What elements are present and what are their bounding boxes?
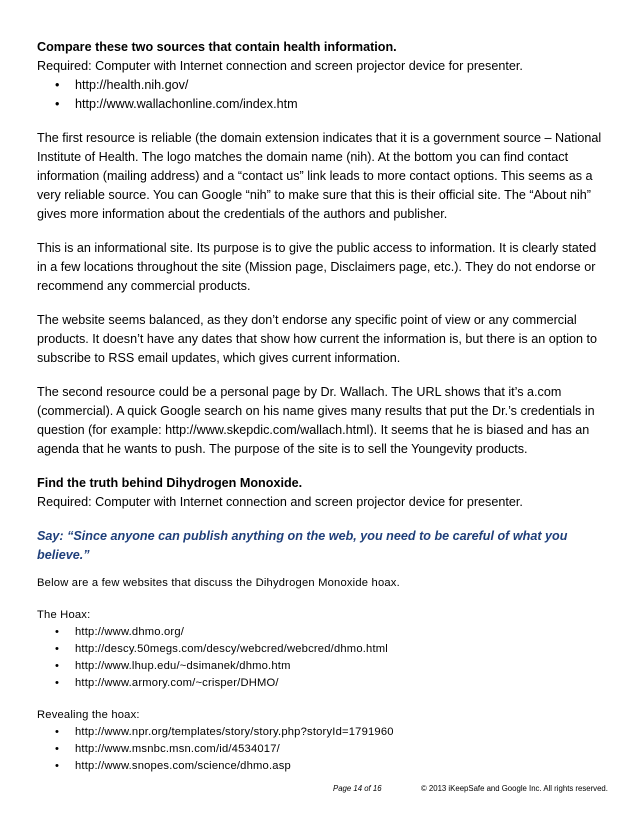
bullet-icon: • bbox=[55, 643, 60, 655]
list-item[interactable] bbox=[55, 624, 607, 641]
copyright-notice: © 2013 iKeepSafe and Google Inc. All rights reserved. bbox=[421, 784, 608, 793]
list-item[interactable] bbox=[55, 758, 607, 775]
bullet-icon: • bbox=[55, 677, 60, 689]
paragraph: The first resource is reliable (the domain extension indicates that it is a government source – National Institute of Health. The logo matches the domain name (nih). At the bottom you can find contact information (mailing address) and a “contact us” link leads to more contact options. This seems as a very reliable source. You can Google “nih” to make sure that this is their official site. The “About nih” gives more information about the credentials of the authors and publisher. bbox=[37, 131, 602, 221]
reveal-label: Revealing the hoax: bbox=[37, 709, 140, 721]
link-text[interactable]: http://www.snopes.com/science/dhmo.asp bbox=[75, 760, 291, 772]
list-item[interactable] bbox=[55, 95, 607, 114]
paragraph: The second resource could be a personal page by Dr. Wallach. The URL shows that it’s a.com (commercial). A quick Google search on his name gives many results that put the Dr.’s credentials in question (for example: http://www.skepdic.com/wallach.html). It seems that he is biased and has an agenda that he wants to push. The purpose of the site is to sell the Youngevity products. bbox=[37, 385, 595, 456]
link-text[interactable]: http://www.dhmo.org/ bbox=[75, 626, 185, 638]
document-page bbox=[37, 38, 607, 775]
bullet-icon: • bbox=[55, 97, 60, 111]
link-text[interactable]: http://www.armory.com/~crisper/DHMO/ bbox=[75, 677, 279, 689]
link-text[interactable]: http://www.lhup.edu/~dsimanek/dhmo.htm bbox=[75, 660, 291, 672]
list-item[interactable] bbox=[55, 724, 607, 741]
list-item[interactable] bbox=[55, 658, 607, 675]
required-note: Required: Computer with Internet connection and screen projector device for presenter. bbox=[37, 59, 523, 73]
bullet-icon: • bbox=[55, 626, 60, 638]
link-text[interactable]: http://www.wallachonline.com/index.htm bbox=[75, 97, 298, 111]
page-number: Page 14 of 16 bbox=[333, 784, 382, 793]
bullet-icon: • bbox=[55, 760, 60, 772]
hoax-intro: Below are a few websites that discuss the Dihydrogen Monoxide hoax. bbox=[37, 577, 400, 589]
source-link-list bbox=[37, 76, 607, 114]
list-item[interactable] bbox=[55, 641, 607, 658]
paragraph: This is an informational site. Its purpose is to give the public access to information. It is clearly stated in a few locations throughout the site (Mission page, Disclaimers page, etc.). They do not endorse or recommend any commercial products. bbox=[37, 241, 597, 293]
hoax-label: The Hoax: bbox=[37, 609, 91, 621]
section-heading-dhmo: Find the truth behind Dihydrogen Monoxide. bbox=[37, 476, 303, 490]
link-text[interactable]: http://www.msnbc.msn.com/id/4534017/ bbox=[75, 743, 280, 755]
bullet-icon: • bbox=[55, 743, 60, 755]
say-quote: Say: “Since anyone can publish anything on the web, you need to be careful of what you believe.” bbox=[37, 529, 568, 562]
reveal-link-list bbox=[37, 724, 607, 775]
bullet-icon: • bbox=[55, 78, 60, 92]
list-item[interactable] bbox=[55, 675, 607, 692]
link-text[interactable]: http://descy.50megs.com/descy/webcred/webcred/dhmo.html bbox=[75, 643, 388, 655]
paragraph: The website seems balanced, as they don’t endorse any specific point of view or any commercial products. It doesn’t have any dates that show how current the information is, but there is an option to subscribe to RSS email updates, which gives current information. bbox=[37, 313, 598, 365]
hoax-link-list bbox=[37, 624, 607, 692]
bullet-icon: • bbox=[55, 660, 60, 672]
list-item[interactable] bbox=[55, 76, 607, 95]
link-text[interactable]: http://www.npr.org/templates/story/story.php?storyId=1791960 bbox=[75, 726, 394, 738]
bullet-icon: • bbox=[55, 726, 60, 738]
required-note: Required: Computer with Internet connection and screen projector device for presenter. bbox=[37, 495, 523, 509]
section-heading-compare: Compare these two sources that contain health information. bbox=[37, 40, 397, 54]
list-item[interactable] bbox=[55, 741, 607, 758]
link-text[interactable]: http://health.nih.gov/ bbox=[75, 78, 189, 92]
